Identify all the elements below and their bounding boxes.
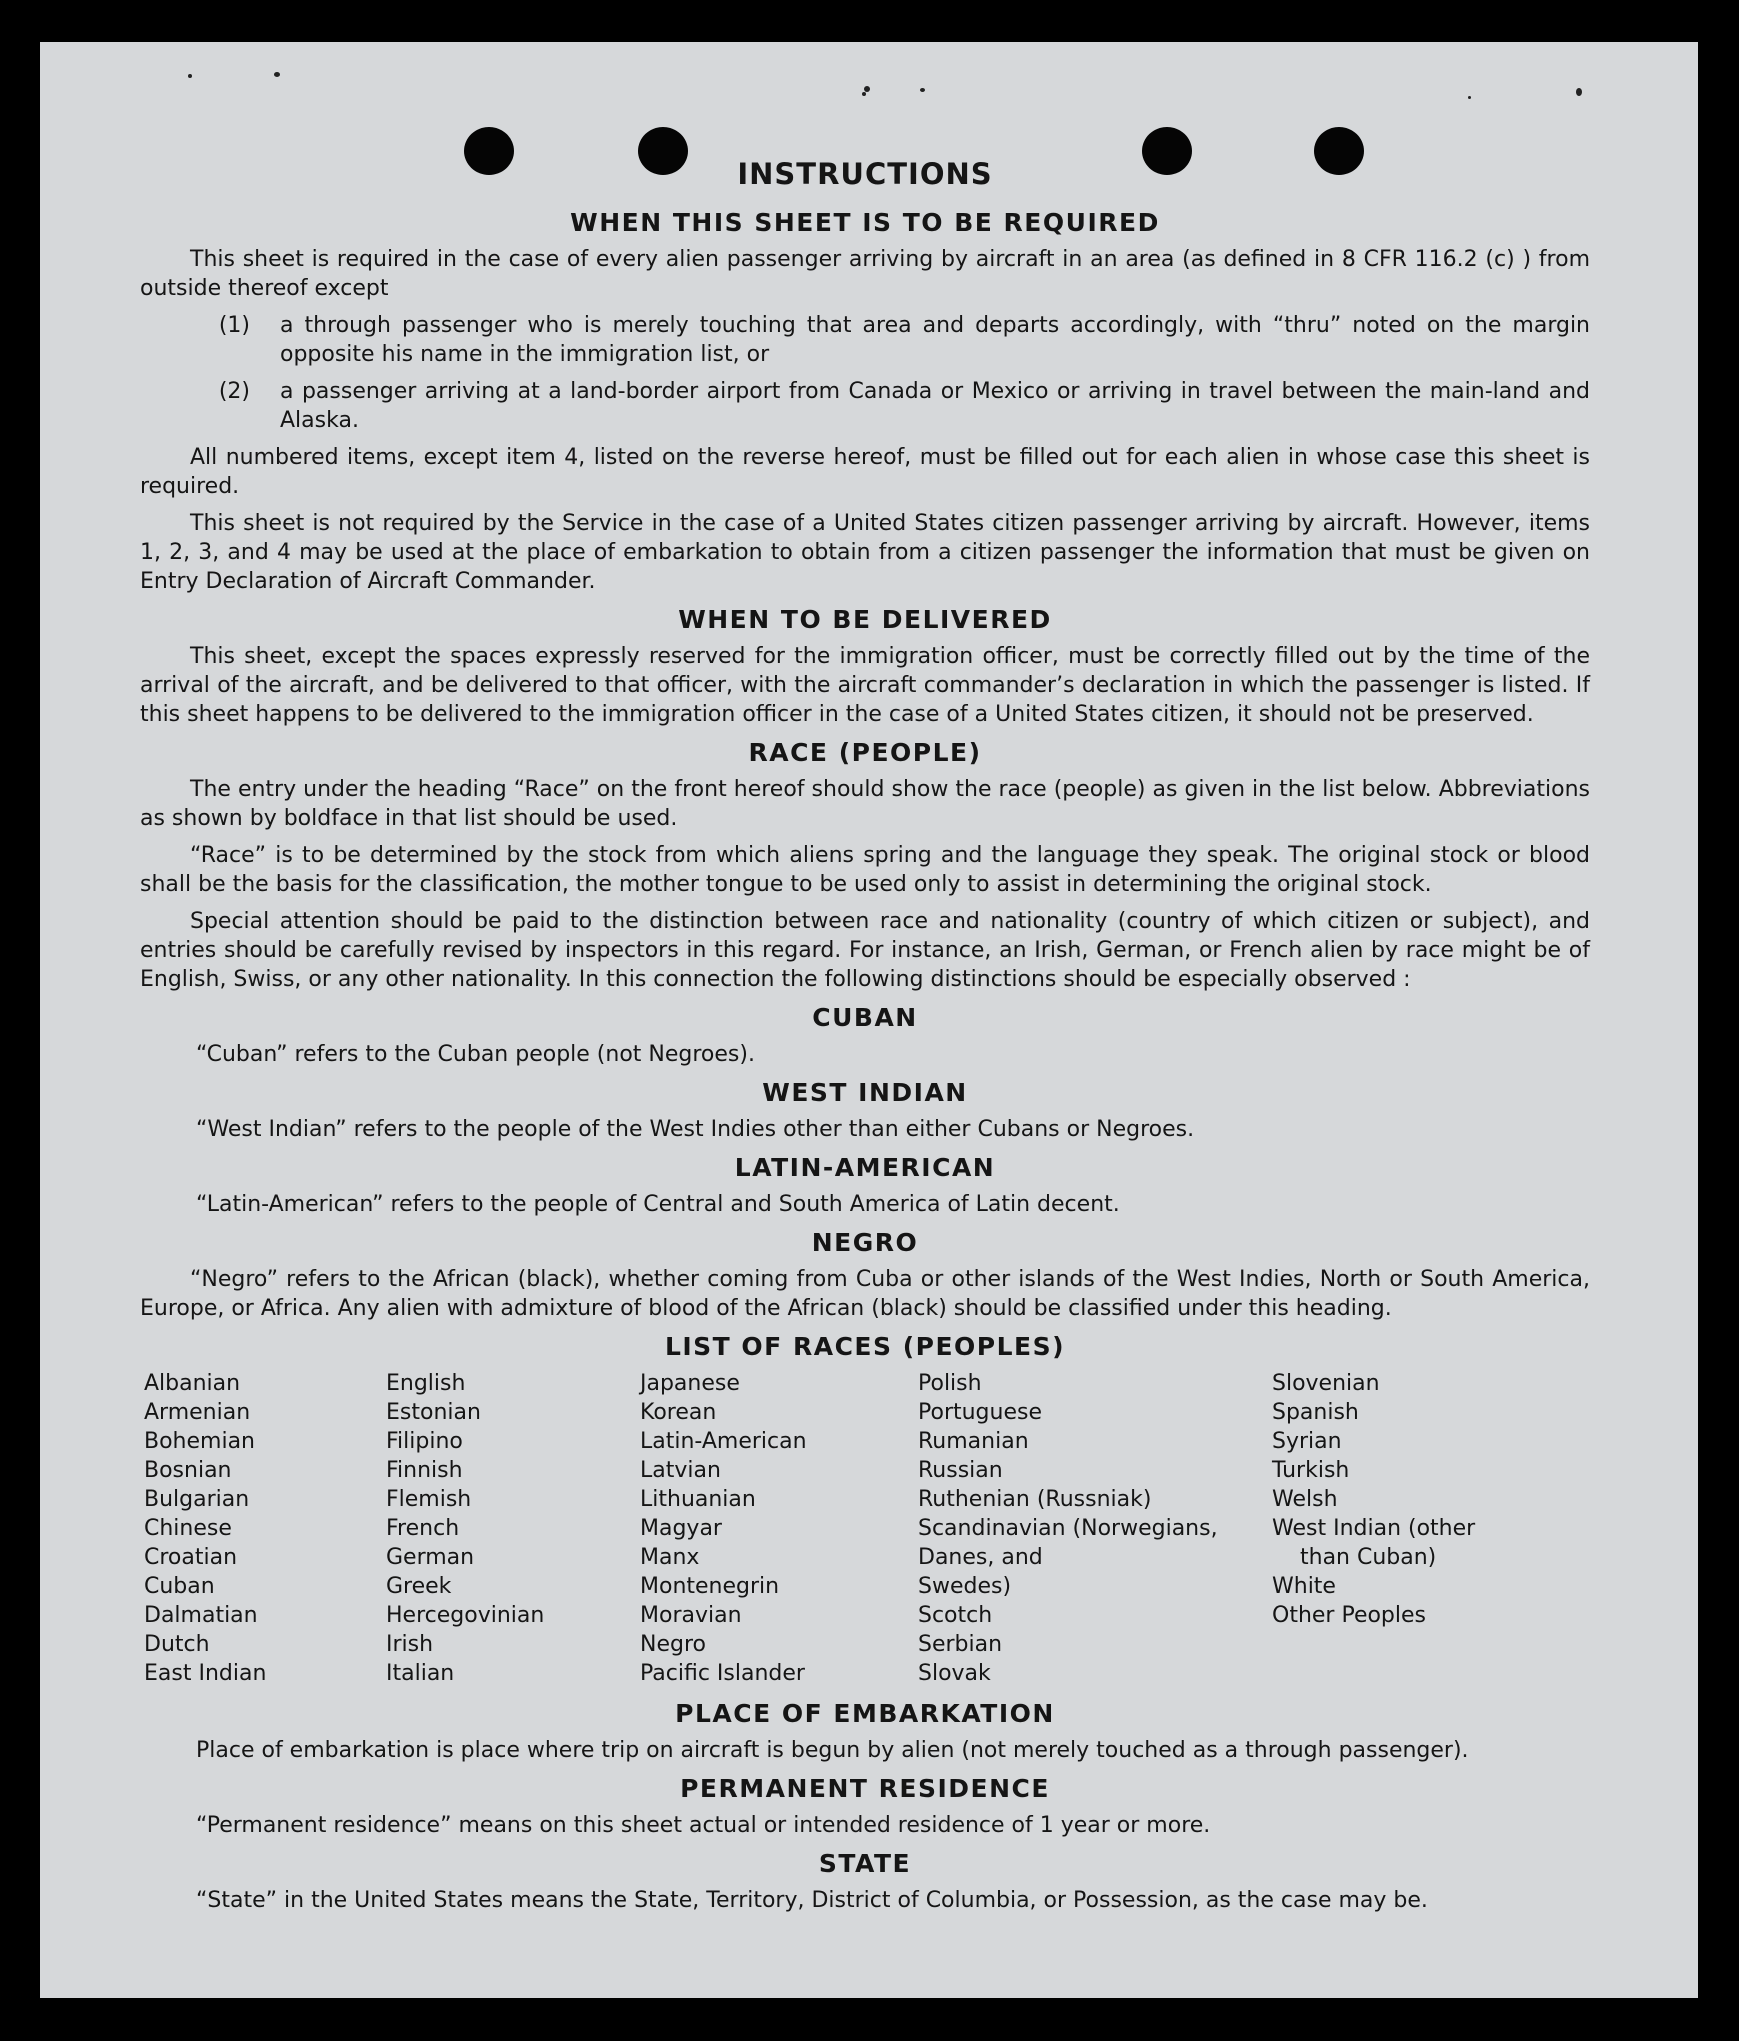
race-entry: French <box>386 1516 460 1541</box>
race-entry: Armenian <box>144 1400 251 1425</box>
race-entry: Bulgarian <box>144 1487 250 1512</box>
race-entry: than Cuban) <box>1300 1545 1437 1570</box>
race-entry: Montenegrin <box>640 1574 780 1599</box>
paragraph-race-1: The entry under the heading “Race” on the front hereof should show the race (people) as given in the list below. Abbreviations as shown by boldface in that list should be used. <box>140 777 1590 831</box>
race-entry: English <box>386 1371 466 1396</box>
race-entry: Latin-American <box>640 1429 807 1454</box>
race-entry: Danes, and <box>918 1545 1043 1570</box>
paragraph-state: “State” in the United States means the State, Territory, District of Columbia, or Possession, as the case may be. <box>196 1888 1428 1913</box>
race-entry: Manx <box>640 1545 700 1570</box>
race-entry: Latvian <box>640 1458 721 1483</box>
race-entry: Negro <box>640 1632 706 1657</box>
race-entry: Magyar <box>640 1516 722 1541</box>
race-entry: Slovenian <box>1272 1371 1380 1396</box>
paragraph-race-2: “Race” is to be determined by the stock from which aliens spring and the language they speak. The original stock or blood shall be the basis for the classification, the mother tongue to be used only to assist in determining the original stock. <box>140 843 1590 897</box>
race-entry: Chinese <box>144 1516 232 1541</box>
race-entry: Swedes) <box>918 1574 1012 1599</box>
race-entry: Albanian <box>144 1371 241 1396</box>
heading-latin-american: LATIN-AMERICAN <box>734 1153 996 1182</box>
race-entry: Turkish <box>1272 1458 1350 1483</box>
race-entry: Croatian <box>144 1545 238 1570</box>
race-entry: Finnish <box>386 1458 463 1483</box>
exception-text: a through passenger who is merely touching that area and departs accordingly, with “thru” noted on the margin opposite his name in the immigration list, or <box>280 313 1590 367</box>
exception-item <box>140 377 1590 435</box>
exception-number: (2) <box>218 379 250 404</box>
races-column <box>144 1369 386 1688</box>
race-entry: Dalmatian <box>144 1603 258 1628</box>
speck <box>1468 96 1471 99</box>
race-entry: Slovak <box>918 1661 991 1686</box>
speck <box>188 74 192 78</box>
race-entry: Serbian <box>918 1632 1003 1657</box>
paragraph-cuban: “Cuban” refers to the Cuban people (not Negroes). <box>196 1042 755 1067</box>
races-column <box>640 1369 918 1688</box>
speck <box>862 92 866 96</box>
race-entry: Spanish <box>1272 1400 1359 1425</box>
race-entry: White <box>1272 1574 1336 1599</box>
page-title: INSTRUCTIONS <box>737 157 993 191</box>
exception-text: a passenger arriving at a land-border airport from Canada or Mexico or arriving in travel between the main-land and Alaska. <box>280 379 1590 433</box>
speck <box>274 72 280 77</box>
race-entry: Other Peoples <box>1272 1603 1427 1628</box>
race-entry: Lithuanian <box>640 1487 756 1512</box>
race-entry: Korean <box>640 1400 717 1425</box>
paragraph-embarkation: Place of embarkation is place where trip on aircraft is begun by alien (not merely touched as a through passenger). <box>196 1738 1469 1763</box>
race-entry: Moravian <box>640 1603 742 1628</box>
races-column <box>386 1369 640 1688</box>
heading-state: STATE <box>818 1849 912 1878</box>
race-entry: Portuguese <box>918 1400 1042 1425</box>
race-entry: Japanese <box>640 1371 740 1396</box>
heading-west-indian: WEST INDIAN <box>762 1078 968 1107</box>
heading-permanent-residence: PERMANENT RESIDENCE <box>680 1774 1050 1803</box>
race-entry: Greek <box>386 1574 452 1599</box>
race-entry: Scotch <box>918 1603 993 1628</box>
race-entry: Dutch <box>144 1632 210 1657</box>
race-entry: Welsh <box>1272 1487 1338 1512</box>
heading-cuban: CUBAN <box>812 1003 918 1032</box>
race-entry: Rumanian <box>918 1429 1029 1454</box>
heading-embarkation: PLACE OF EMBARKATION <box>675 1699 1055 1728</box>
paragraph-required: This sheet is required in the case of every alien passenger arriving by aircraft in an area (as defined in 8 CFR 116.2 (c) ) from outside thereof except <box>140 247 1590 301</box>
exception-number: (1) <box>218 313 250 338</box>
race-entry: Irish <box>386 1632 434 1657</box>
race-entry: Russian <box>918 1458 1003 1483</box>
paragraph-race-3: Special attention should be paid to the distinction between race and nationality (country of which citizen or subject), and entries should be carefully revised by inspectors in this regard. For instance, an Irish, German, or French alien by race might be of English, Swiss, or any other nationality. In this connection the following distinctions should be especially observed : <box>140 909 1590 992</box>
paragraph-delivered: This sheet, except the spaces expressly reserved for the immigration officer, must be correctly filled out by the time of the arrival of the aircraft, and be delivered to that officer, with the aircraft commander’s declaration in which the passenger is listed. If this sheet happens to be delivered to the immigration officer in the case of a United States citizen, it should not be preserved. <box>140 644 1590 727</box>
race-entry: Scandinavian (Norwegians, <box>918 1516 1218 1541</box>
races-column <box>1272 1369 1532 1688</box>
paragraph-negro: “Negro” refers to the African (black), whether coming from Cuba or other islands of the West Indies, North or South America, Europe, or Africa. Any alien with admixture of blood of the African (black) should be classified under this heading. <box>140 1267 1590 1321</box>
race-entry: Flemish <box>386 1487 472 1512</box>
heading-race: RACE (PEOPLE) <box>748 738 982 767</box>
race-entry: German <box>386 1545 475 1570</box>
race-entry: East Indian <box>144 1661 267 1686</box>
race-entry: Syrian <box>1272 1429 1342 1454</box>
heading-delivered: WHEN TO BE DELIVERED <box>678 605 1052 634</box>
heading-negro: NEGRO <box>811 1228 919 1257</box>
speck <box>1576 88 1582 96</box>
race-entry: Italian <box>386 1661 455 1686</box>
race-entry: West Indian (other <box>1272 1516 1476 1541</box>
race-entry: Ruthenian (Russniak) <box>918 1487 1152 1512</box>
heading-list-of-races: LIST OF RACES (PEOPLES) <box>664 1332 1066 1361</box>
exception-item <box>140 311 1590 369</box>
race-entry: Bohemian <box>144 1429 255 1454</box>
speck <box>920 88 925 92</box>
race-entry: Hercegovinian <box>386 1603 545 1628</box>
race-entry: Estonian <box>386 1400 481 1425</box>
race-entry: Filipino <box>386 1429 463 1454</box>
paragraph-citizen: This sheet is not required by the Service in the case of a United States citizen passenger arriving by aircraft. However, items 1, 2, 3, and 4 may be used at the place of embarkation to obtain from a citizen passenger the information that must be given on Entry Declaration of Aircraft Commander. <box>140 511 1590 594</box>
race-entry: Cuban <box>144 1574 215 1599</box>
races-list <box>144 1369 1590 1688</box>
heading-required: WHEN THIS SHEET IS TO BE REQUIRED <box>570 208 1160 237</box>
race-entry: Bosnian <box>144 1458 232 1483</box>
races-column <box>918 1369 1272 1688</box>
instructions-content <box>140 157 1590 1923</box>
race-entry: Pacific Islander <box>640 1661 805 1686</box>
paragraph-permanent-residence: “Permanent residence” means on this sheet actual or intended residence of 1 year or more. <box>196 1813 1211 1838</box>
paragraph-latin-american: “Latin-American” refers to the people of Central and South America of Latin decent. <box>196 1192 1120 1217</box>
speck <box>864 86 870 92</box>
race-entry: Polish <box>918 1371 982 1396</box>
paragraph-west-indian: “West Indian” refers to the people of the West Indies other than either Cubans or Negroes. <box>196 1117 1195 1142</box>
paragraph-numbered-items: All numbered items, except item 4, listed on the reverse hereof, must be filled out for each alien in whose case this sheet is required. <box>140 445 1590 499</box>
